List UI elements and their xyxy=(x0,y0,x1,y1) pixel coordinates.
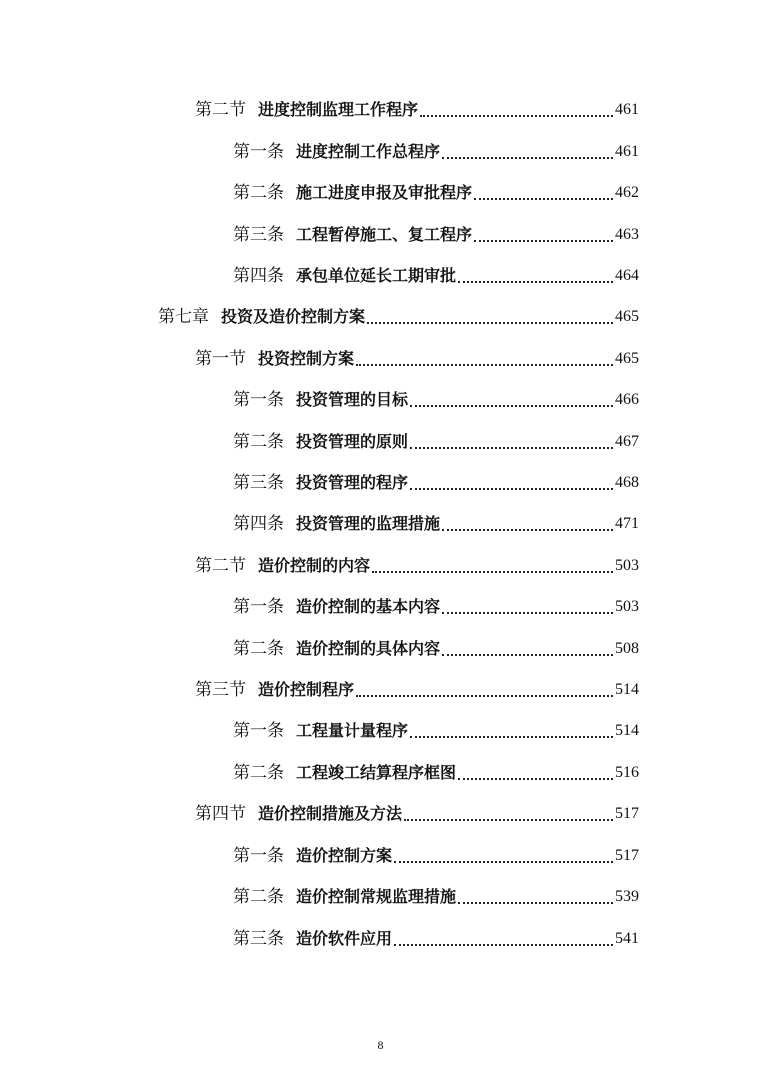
toc-entry-number: 第一条 xyxy=(233,597,284,617)
toc-entry[interactable] xyxy=(233,470,639,496)
toc-entry-number: 第七章 xyxy=(158,307,209,327)
toc-dot-leader xyxy=(356,364,613,366)
toc-entry-title: 承包单位延长工期审批 xyxy=(296,266,457,285)
toc-entry-page: 465 xyxy=(615,308,639,325)
toc-entry-number: 第二条 xyxy=(233,183,284,203)
toc-entry[interactable] xyxy=(233,511,639,537)
toc-dot-leader xyxy=(394,944,613,946)
toc-entry-number: 第二节 xyxy=(195,556,246,576)
toc-entry-number: 第四条 xyxy=(233,266,284,286)
toc-entry[interactable] xyxy=(195,801,639,827)
toc-dot-leader xyxy=(410,488,613,490)
toc-entry[interactable] xyxy=(233,636,639,662)
toc-dot-leader xyxy=(372,571,613,573)
toc-dot-leader xyxy=(442,157,613,159)
toc-entry-number: 第一节 xyxy=(195,349,246,369)
toc-dot-leader xyxy=(404,819,613,821)
toc-entry-page: 465 xyxy=(615,350,639,367)
toc-entry-title: 投资管理的监理措施 xyxy=(296,514,441,533)
toc-entry-number: 第二条 xyxy=(233,763,284,783)
toc-entry-title: 造价控制的基本内容 xyxy=(296,597,441,616)
toc-entry-page: 508 xyxy=(615,640,639,657)
toc-entry-page: 461 xyxy=(615,101,639,118)
toc-entry-number: 第四节 xyxy=(195,804,246,824)
toc-entry-page: 541 xyxy=(615,930,639,947)
toc-dot-leader xyxy=(410,405,613,407)
toc-entry-number: 第四条 xyxy=(233,514,284,534)
toc-entry-page: 466 xyxy=(615,391,639,408)
toc-entry-title: 造价控制的具体内容 xyxy=(296,639,441,658)
toc-entry-page: 517 xyxy=(615,847,639,864)
toc-entry-page: 462 xyxy=(615,184,639,201)
toc-entry[interactable] xyxy=(233,387,639,413)
toc-entry[interactable] xyxy=(195,346,639,372)
toc-entry-page: 464 xyxy=(615,267,639,284)
toc-entry-page: 516 xyxy=(615,764,639,781)
toc-entry-number: 第三节 xyxy=(195,680,246,700)
page-number: 8 xyxy=(377,1038,384,1052)
toc-entry-page: 471 xyxy=(615,515,639,532)
toc-entry-number: 第三条 xyxy=(233,225,284,245)
toc-entry-title: 投资管理的原则 xyxy=(296,432,409,451)
toc-entry[interactable] xyxy=(233,718,639,744)
toc-dot-leader xyxy=(394,861,613,863)
toc-entry-page: 468 xyxy=(615,474,639,491)
toc-dot-leader xyxy=(410,736,613,738)
toc-entry-title: 投资管理的目标 xyxy=(296,390,409,409)
toc-entry-page: 503 xyxy=(615,557,639,574)
toc-entry-title: 造价软件应用 xyxy=(296,929,393,948)
toc-entry-title: 造价控制程序 xyxy=(258,680,355,699)
toc-entry-title: 造价控制方案 xyxy=(296,846,393,865)
toc-dot-leader xyxy=(442,654,613,656)
toc-entry[interactable] xyxy=(233,263,639,289)
toc-entry-number: 第三条 xyxy=(233,473,284,493)
toc-entry[interactable] xyxy=(233,180,639,206)
toc-entry[interactable] xyxy=(233,594,639,620)
toc-entry-title: 投资控制方案 xyxy=(258,349,355,368)
toc-entry-page: 461 xyxy=(615,143,639,160)
toc-entry-page: 467 xyxy=(615,433,639,450)
toc-entry-title: 进度控制工作总程序 xyxy=(296,142,441,161)
toc-entry[interactable] xyxy=(233,760,639,786)
toc-dot-leader xyxy=(474,240,613,242)
toc-dot-leader xyxy=(420,115,613,117)
toc-entry-number: 第二节 xyxy=(195,100,246,120)
toc-entry-title: 造价控制措施及方法 xyxy=(258,804,403,823)
toc-dot-leader xyxy=(458,281,613,283)
toc-entry-number: 第一条 xyxy=(233,721,284,741)
toc-entry-number: 第二条 xyxy=(233,639,284,659)
toc-entry[interactable] xyxy=(233,843,639,869)
toc-dot-leader xyxy=(410,447,613,449)
toc-entry[interactable] xyxy=(233,222,639,248)
toc-entry-title: 工程量计量程序 xyxy=(296,721,409,740)
toc-entry-page: 539 xyxy=(615,888,639,905)
toc-entry-page: 514 xyxy=(615,722,639,739)
toc-entry[interactable] xyxy=(233,429,639,455)
toc-entry[interactable] xyxy=(158,304,639,330)
toc-entry[interactable] xyxy=(195,553,639,579)
toc-dot-leader xyxy=(474,198,613,200)
toc-dot-leader xyxy=(367,322,613,324)
toc-entry-title: 进度控制监理工作程序 xyxy=(258,100,419,119)
toc-entry[interactable] xyxy=(195,677,639,703)
toc-entry-title: 投资及造价控制方案 xyxy=(221,307,366,326)
toc-dot-leader xyxy=(356,695,613,697)
toc-entry[interactable] xyxy=(233,139,639,165)
toc-entry-number: 第二条 xyxy=(233,887,284,907)
toc-entry-page: 517 xyxy=(615,805,639,822)
toc-entry-number: 第三条 xyxy=(233,929,284,949)
toc-entry-number: 第二条 xyxy=(233,432,284,452)
toc-entry-title: 工程暂停施工、复工程序 xyxy=(296,225,473,244)
toc-entry-number: 第一条 xyxy=(233,846,284,866)
toc-entry-title: 造价控制常规监理措施 xyxy=(296,887,457,906)
toc-dot-leader xyxy=(458,902,613,904)
toc-entry-title: 施工进度申报及审批程序 xyxy=(296,183,473,202)
toc-entry-number: 第一条 xyxy=(233,390,284,410)
toc-dot-leader xyxy=(442,529,613,531)
toc-dot-leader xyxy=(442,612,613,614)
toc-entry-title: 工程竣工结算程序框图 xyxy=(296,763,457,782)
toc-entry-number: 第一条 xyxy=(233,142,284,162)
toc-entry-title: 投资管理的程序 xyxy=(296,473,409,492)
toc-entry-page: 514 xyxy=(615,681,639,698)
toc-entry[interactable] xyxy=(233,884,639,910)
toc-entry-page: 503 xyxy=(615,598,639,615)
toc-entry[interactable] xyxy=(195,97,639,123)
toc-entry[interactable] xyxy=(233,926,639,952)
toc-entry-title: 造价控制的内容 xyxy=(258,556,371,575)
toc-entry-page: 463 xyxy=(615,226,639,243)
toc-dot-leader xyxy=(458,778,613,780)
